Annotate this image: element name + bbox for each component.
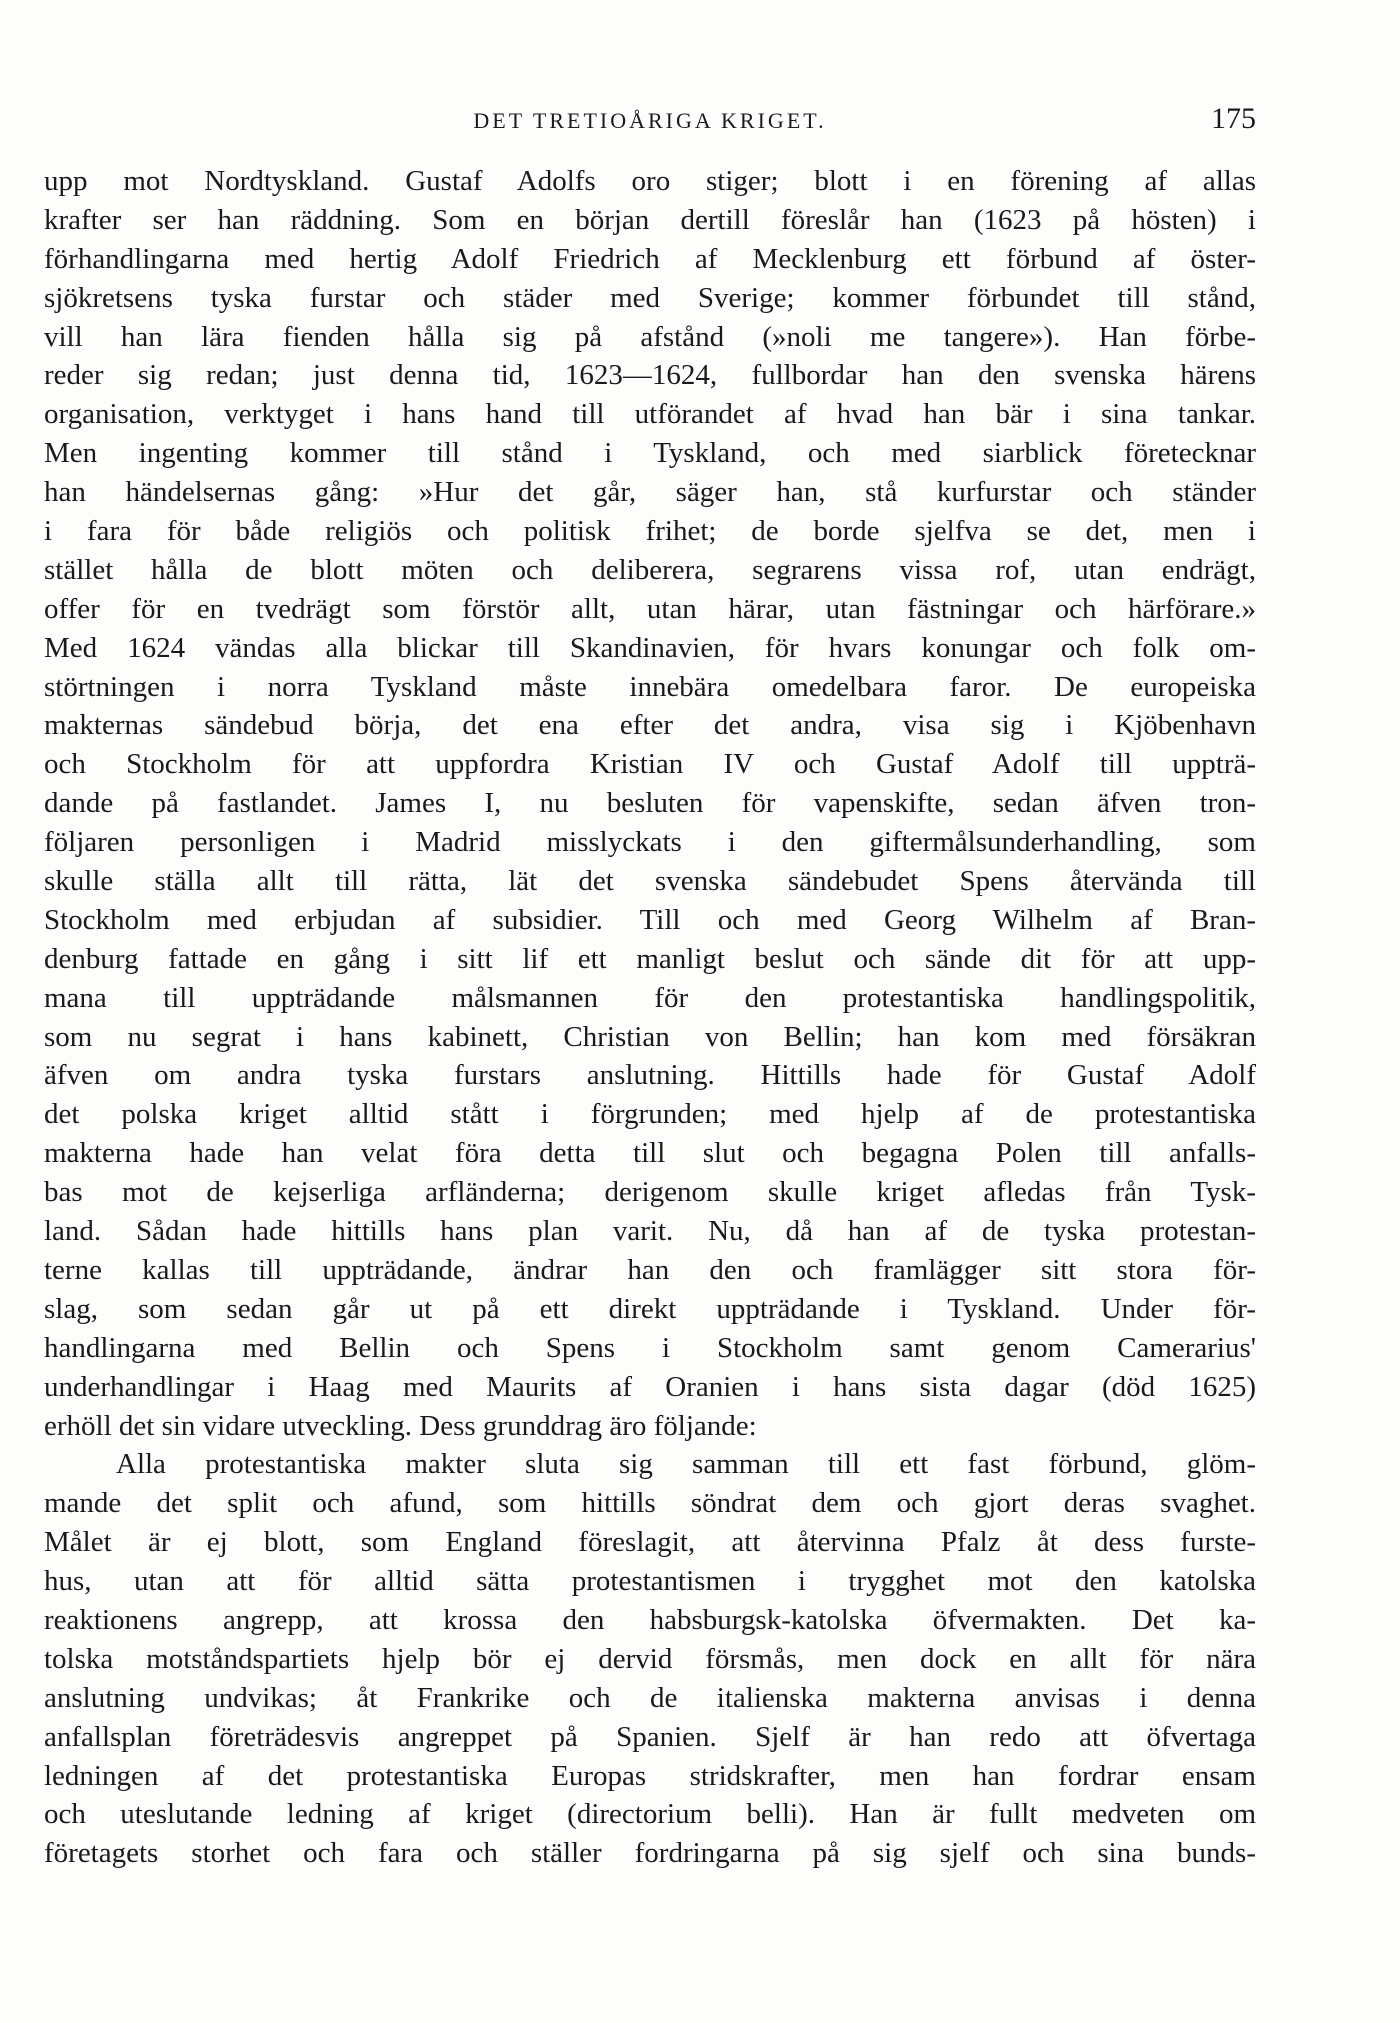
text-line: förhandlingarna med hertig Adolf Friedrich af Mecklenburg ett förbund af öster- — [44, 242, 1256, 275]
text-line: reder sig redan; just denna tid, 1623—1624, fullbordar han den svenska härens — [44, 359, 1256, 392]
body-text — [44, 162, 1256, 1873]
text-line: underhandlingar i Haag med Maurits af Oranien i hans sista dagar (död 1625) — [44, 1370, 1256, 1403]
text-line: företagets storhet och fara och ställer fordringarna på sig sjelf och sina bunds- — [44, 1837, 1256, 1870]
text-line: Målet är ej blott, som England föreslagit, att återvinna Pfalz åt dess furste- — [44, 1526, 1256, 1559]
text-line: Alla protestantiska makter sluta sig samman till ett fast förbund, glöm- — [116, 1448, 1256, 1481]
text-line: i fara för både religiös och politisk frihet; de borde sjelfva se det, men i — [44, 515, 1256, 548]
text-line: mana till uppträdande målsmannen för den protestantiska handlingspolitik, — [44, 981, 1256, 1014]
text-line: sjökretsens tyska furstar och städer med Sverige; kommer förbundet till stånd, — [44, 281, 1256, 314]
text-line: hus, utan att för alltid sätta protestantismen i trygghet mot den katolska — [44, 1565, 1256, 1598]
text-line: och uteslutande ledning af kriget (directorium belli). Han är fullt medveten om — [44, 1798, 1256, 1831]
text-line: reaktionens angrepp, att krossa den habsburgsk-katolska öfvermakten. Det ka- — [44, 1603, 1256, 1636]
text-line: ledningen af det protestantiska Europas stridskrafter, men han fordrar ensam — [44, 1759, 1256, 1792]
text-line: handlingarna med Bellin och Spens i Stockholm samt genom Camerarius' — [44, 1331, 1256, 1364]
text-line: makterna hade han velat föra detta till slut och begagna Polen till anfalls- — [44, 1137, 1256, 1170]
text-line: han händelsernas gång: »Hur det går, säger han, stå kurfurstar och ständer — [44, 476, 1256, 509]
text-line: mande det split och afund, som hittills söndrat dem och gjort deras svaghet. — [44, 1487, 1256, 1520]
text-line: land. Sådan hade hittills hans plan varit. Nu, då han af de tyska protestan- — [44, 1215, 1256, 1248]
page-header — [44, 102, 1256, 142]
text-line: Men ingenting kommer till stånd i Tyskland, och med siarblick företecknar — [44, 437, 1256, 470]
text-line: erhöll det sin vidare utveckling. Dess grunddrag äro följande: — [44, 1409, 757, 1442]
text-line: stället hålla de blott möten och deliberera, segrarens vissa rof, utan endrägt, — [44, 553, 1256, 586]
text-line: det polska kriget alltid stått i förgrunden; med hjelp af de protestantiska — [44, 1098, 1256, 1131]
page-number: 175 — [1211, 102, 1256, 135]
text-line: anfallsplan företrädesvis angreppet på Spanien. Sjelf är han redo att öfvertaga — [44, 1720, 1256, 1753]
text-line: Med 1624 vändas alla blickar till Skandinavien, för hvars konungar och folk om- — [44, 631, 1256, 664]
text-line: organisation, verktyget i hans hand till utförandet af hvad han bär i sina tankar. — [44, 398, 1256, 431]
text-line: följaren personligen i Madrid misslyckats i den giftermålsunderhandling, som — [44, 826, 1256, 859]
text-line: krafter ser han räddning. Som en början dertill föreslår han (1623 på hösten) i — [44, 203, 1256, 236]
text-line: skulle ställa allt till rätta, lät det svenska sändebudet Spens återvända till — [44, 865, 1256, 898]
text-line: Stockholm med erbjudan af subsidier. Till och med Georg Wilhelm af Bran- — [44, 903, 1256, 936]
text-line: tolska motståndspartiets hjelp bör ej dervid försmås, men dock en allt för nära — [44, 1642, 1256, 1675]
text-line: störtningen i norra Tyskland måste innebära omedelbara faror. De europeiska — [44, 670, 1256, 703]
text-line: och Stockholm för att uppfordra Kristian IV och Gustaf Adolf till uppträ- — [44, 748, 1256, 781]
text-line: terne kallas till uppträdande, ändrar han den och framlägger sitt stora för- — [44, 1253, 1256, 1286]
text-line: slag, som sedan går ut på ett direkt uppträdande i Tyskland. Under för- — [44, 1292, 1256, 1325]
text-line: dande på fastlandet. James I, nu besluten för vapenskifte, sedan äfven tron- — [44, 787, 1256, 820]
text-line: anslutning undvikas; åt Frankrike och de italienska makterna anvisas i denna — [44, 1681, 1256, 1714]
text-line: bas mot de kejserliga arfländerna; derigenom skulle kriget afledas från Tysk- — [44, 1176, 1256, 1209]
text-line: vill han lära fienden hålla sig på afstånd (»noli me tangere»). Han förbe- — [44, 320, 1256, 353]
text-line: upp mot Nordtyskland. Gustaf Adolfs oro stiger; blott i en förening af allas — [44, 165, 1256, 197]
running-title: DET TRETIOÅRIGA KRIGET. — [473, 108, 827, 133]
text-line: denburg fattade en gång i sitt lif ett manligt beslut och sände dit för att upp- — [44, 942, 1256, 975]
text-line: som nu segrat i hans kabinett, Christian von Bellin; han kom med försäkran — [44, 1020, 1256, 1053]
text-line: äfven om andra tyska furstars anslutning. Hittills hade för Gustaf Adolf — [44, 1059, 1256, 1092]
text-line: makternas sändebud börja, det ena efter det andra, visa sig i Kjöbenhavn — [44, 709, 1256, 742]
text-line: offer för en tvedrägt som förstör allt, utan härar, utan fästningar och härförare.» — [44, 592, 1256, 625]
